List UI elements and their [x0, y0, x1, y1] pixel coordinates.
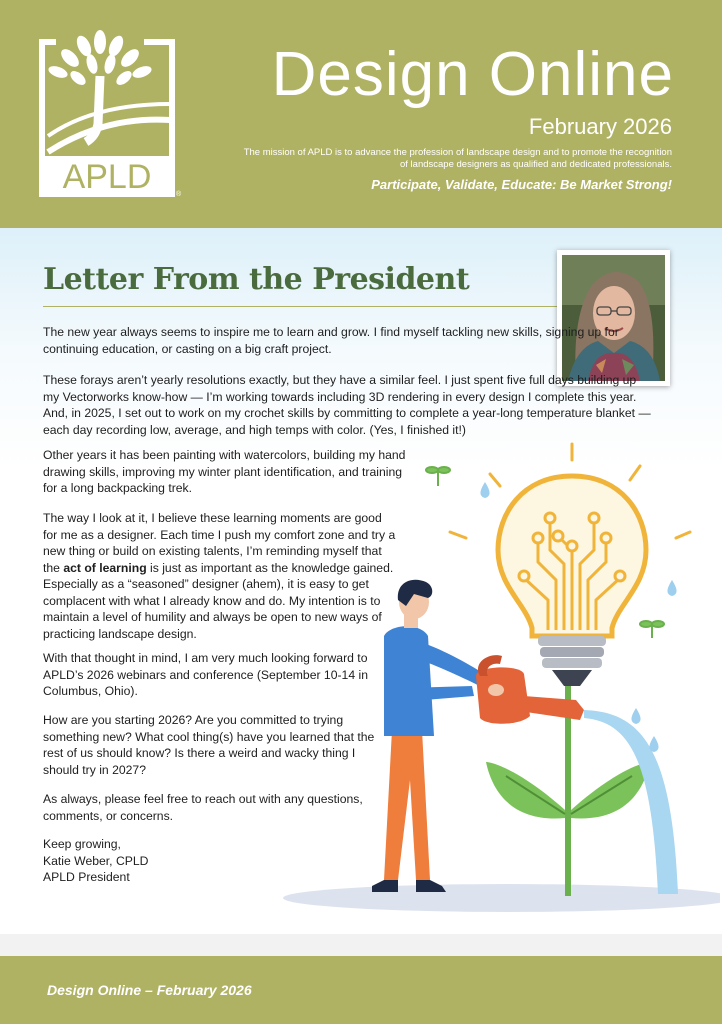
- svg-text:®: ®: [176, 191, 182, 198]
- paragraph-1: The new year always seems to inspire me to learn and grow. I find myself tackling new skills, signing up for continuing education, or casting on a big craft project.: [43, 325, 619, 356]
- paragraph-4: The way I look at it, I believe these learning moments are good for me as a designer. Each time I push my comfort zone and try a new thing or build on existing talents, I’m reminding myself that the act of learning is just as important as the knowledge gained. Especially as a “seasoned” designer (ahem), it is easy to get complacent with what I already know and do. My intention is to maintain a level of humility and always be open to new ways of practicing landscape design.: [43, 511, 396, 641]
- president-photo: [557, 250, 670, 386]
- article-heading: Letter From the President: [43, 262, 470, 297]
- paragraph-2: These forays aren’t yearly resolutions exactly, but they have a similar feel. I just spent five full days building up my Vectorworks know-how — I’m working towards including 3D rendering in every design I complete this year. And, in 2025, I set out to work on my crochet skills by committing to complete a year-long temperature blanket — each day recording low, average, and high temps with color. (Yes, I finished it!): [43, 373, 651, 437]
- paragraph-7: As always, please feel free to reach out with any questions, comments, or concerns.: [43, 792, 363, 823]
- paragraph-6: How are you starting 2026? Are you committed to trying something new? What cool thing(s) have you learned that the rest of us should know? Is there a weird and wacky thing I should try in 2027?: [43, 713, 375, 777]
- lightbulb-gardener-illustration: [280, 440, 720, 915]
- paragraph-3: Other years it has been painting with watercolors, building my hand drawing skills, improving my winter plant identification, and training for a long backpacking trek.: [43, 448, 406, 495]
- footer-issue-label: Design Online – February 2026: [47, 982, 252, 998]
- signoff: Keep growing, Katie Weber, CPLD APLD President: [43, 837, 149, 884]
- signer-name: Katie Weber, CPLD: [43, 853, 149, 868]
- tagline: Participate, Validate, Educate: Be Market Strong!: [371, 177, 672, 192]
- issue-date: February 2026: [528, 114, 672, 139]
- apld-logo: [34, 24, 182, 204]
- heading-rule: [43, 306, 559, 307]
- content-bottom-strip: [0, 934, 722, 956]
- paragraph-5: With that thought in mind, I am very much looking forward to APLD’s 2026 webinars and conference (September 10-14 in Columbus, Ohio).: [43, 651, 368, 698]
- newsletter-title: Design Online: [271, 40, 674, 109]
- footer-banner: [0, 956, 722, 1024]
- header-banner: [0, 0, 722, 228]
- signer-role: APLD President: [43, 870, 130, 884]
- emphasis-act-of-learning: act of learning: [63, 560, 147, 575]
- mission-statement: The mission of APLD is to advance the profession of landscape design and to promote the recognition of landscape designers as qualified and dedicated professionals.: [243, 147, 672, 170]
- svg-text:APLD: APLD: [62, 158, 152, 196]
